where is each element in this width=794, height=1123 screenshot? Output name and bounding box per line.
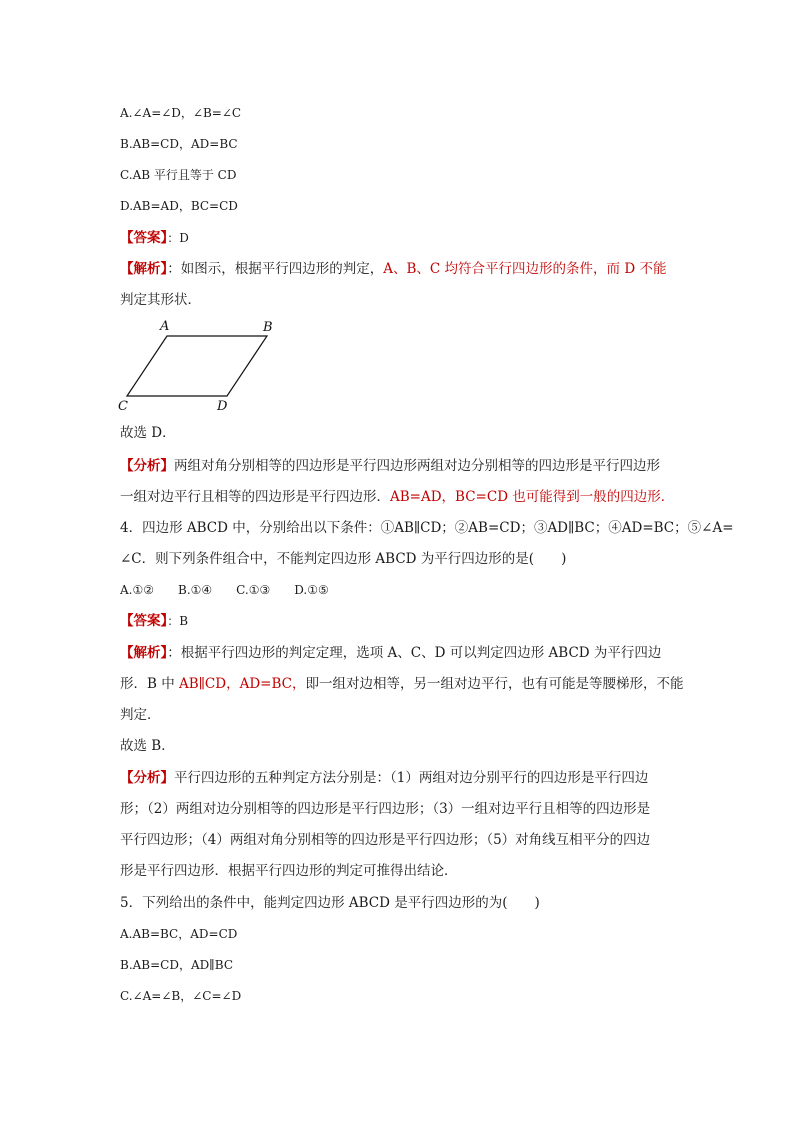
q5-option-c: C.∠A=∠B，∠C=∠D — [120, 989, 242, 1003]
fenxi-tag: 【分析】 — [120, 770, 174, 786]
q4-analysis-line-2 — [120, 674, 683, 694]
q4-analysis-line-1 — [120, 643, 661, 663]
q3-analysis-line-1 — [120, 259, 666, 279]
q4-analysis-line-3: 判定． — [120, 707, 161, 723]
analysis-tag: 【解析】 — [120, 261, 168, 277]
q4-stem-line-2: ∠C．则下列条件组合中，不能判定四边形 ABCD 为平行四边形的是( ) — [120, 551, 567, 567]
q4-answer — [120, 611, 188, 631]
vertex-label-b: B — [263, 320, 273, 335]
analysis-text: 形．B 中 — [120, 676, 180, 692]
q4-fenxi-line-3: 平行四边形；（4）两组对角分别相等的四边形是平行四边形；（5）对角线互相平分的四边 — [120, 832, 651, 848]
q5-option-b: B.AB=CD，AD∥BC — [120, 958, 234, 972]
q4-options: A.①② B.①④ C.①③ D.①⑤ — [120, 583, 329, 597]
q5-stem: 5．下列给出的条件中，能判定四边形 ABCD 是平行四边形的为( ) — [120, 895, 540, 911]
vertex-label-d: D — [217, 399, 228, 414]
q3-fenxi-line-1 — [120, 456, 660, 476]
analysis-text-red: AB∥CD，AD=BC， — [179, 676, 306, 692]
q4-fenxi-line-1 — [120, 768, 648, 788]
q3-fenxi-line-2 — [120, 487, 674, 507]
analysis-tag: 【解析】 — [120, 645, 168, 661]
q3-answer — [120, 228, 189, 248]
answer-value: ：D — [167, 231, 189, 245]
q4-fenxi-line-2: 形；（2）两组对边分别相等的四边形是平行四边形；（3）一组对边平行且相等的四边形是 — [120, 801, 651, 817]
q4-fenxi-line-4: 形是平行四边形．根据平行四边形的判定可推得出结论． — [120, 863, 458, 879]
q5-option-a: A.AB=BC，AD=CD — [120, 927, 238, 941]
fenxi-text-red: AB=AD，BC=CD 也可能得到一般的四边形． — [390, 489, 675, 505]
analysis-text: ：如图示，根据平行四边形的判定， — [167, 261, 384, 277]
vertex-label-c: C — [118, 399, 128, 414]
analysis-text: ：根据平行四边形的判定定理，选项 A、C、D 可以判定四边形 ABCD 为平行四边 — [167, 645, 662, 661]
q3-option-d: D.AB=AD，BC=CD — [120, 199, 238, 213]
fenxi-text: 一组对边平行且相等的四边形是平行四边形． — [120, 489, 390, 505]
answer-value: ：B — [167, 614, 189, 628]
fenxi-text: 两组对角分别相等的四边形是平行四边形两组对边分别相等的四边形是平行四边形 — [174, 458, 660, 474]
vertex-label-a: A — [160, 319, 170, 334]
fenxi-tag: 【分析】 — [120, 458, 174, 474]
q4-stem-line-1: 4．四边形 ABCD 中，分别给出以下条件：①AB∥CD；②AB=CD；③AD∥BC；④AD=BC；⑤∠A= — [120, 520, 734, 536]
parallelogram-figure — [112, 316, 282, 416]
q3-choose: 故选 D． — [120, 425, 176, 441]
q3-analysis-line-2: 判定其形状． — [120, 292, 201, 308]
analysis-text-red: A、B、C 均符合平行四边形的条件，而 D 不能 — [383, 261, 667, 277]
answer-tag: 【答案】 — [120, 613, 168, 629]
answer-tag: 【答案】 — [120, 230, 168, 246]
analysis-text: 即一组对边相等，另一组对边平行，也有可能是等腰梯形，不能 — [305, 676, 684, 692]
q3-option-b: B.AB=CD，AD=BC — [120, 137, 238, 151]
q3-option-a: A.∠A=∠D，∠B=∠C — [120, 106, 242, 120]
fenxi-text: 平行四边形的五种判定方法分别是：（1）两组对边分别平行的四边形是平行四边 — [174, 770, 649, 786]
q3-option-c: C.AB 平行且等于 CD — [120, 168, 237, 182]
parallelogram-shape — [127, 336, 267, 396]
q4-choose: 故选 B． — [120, 738, 175, 754]
